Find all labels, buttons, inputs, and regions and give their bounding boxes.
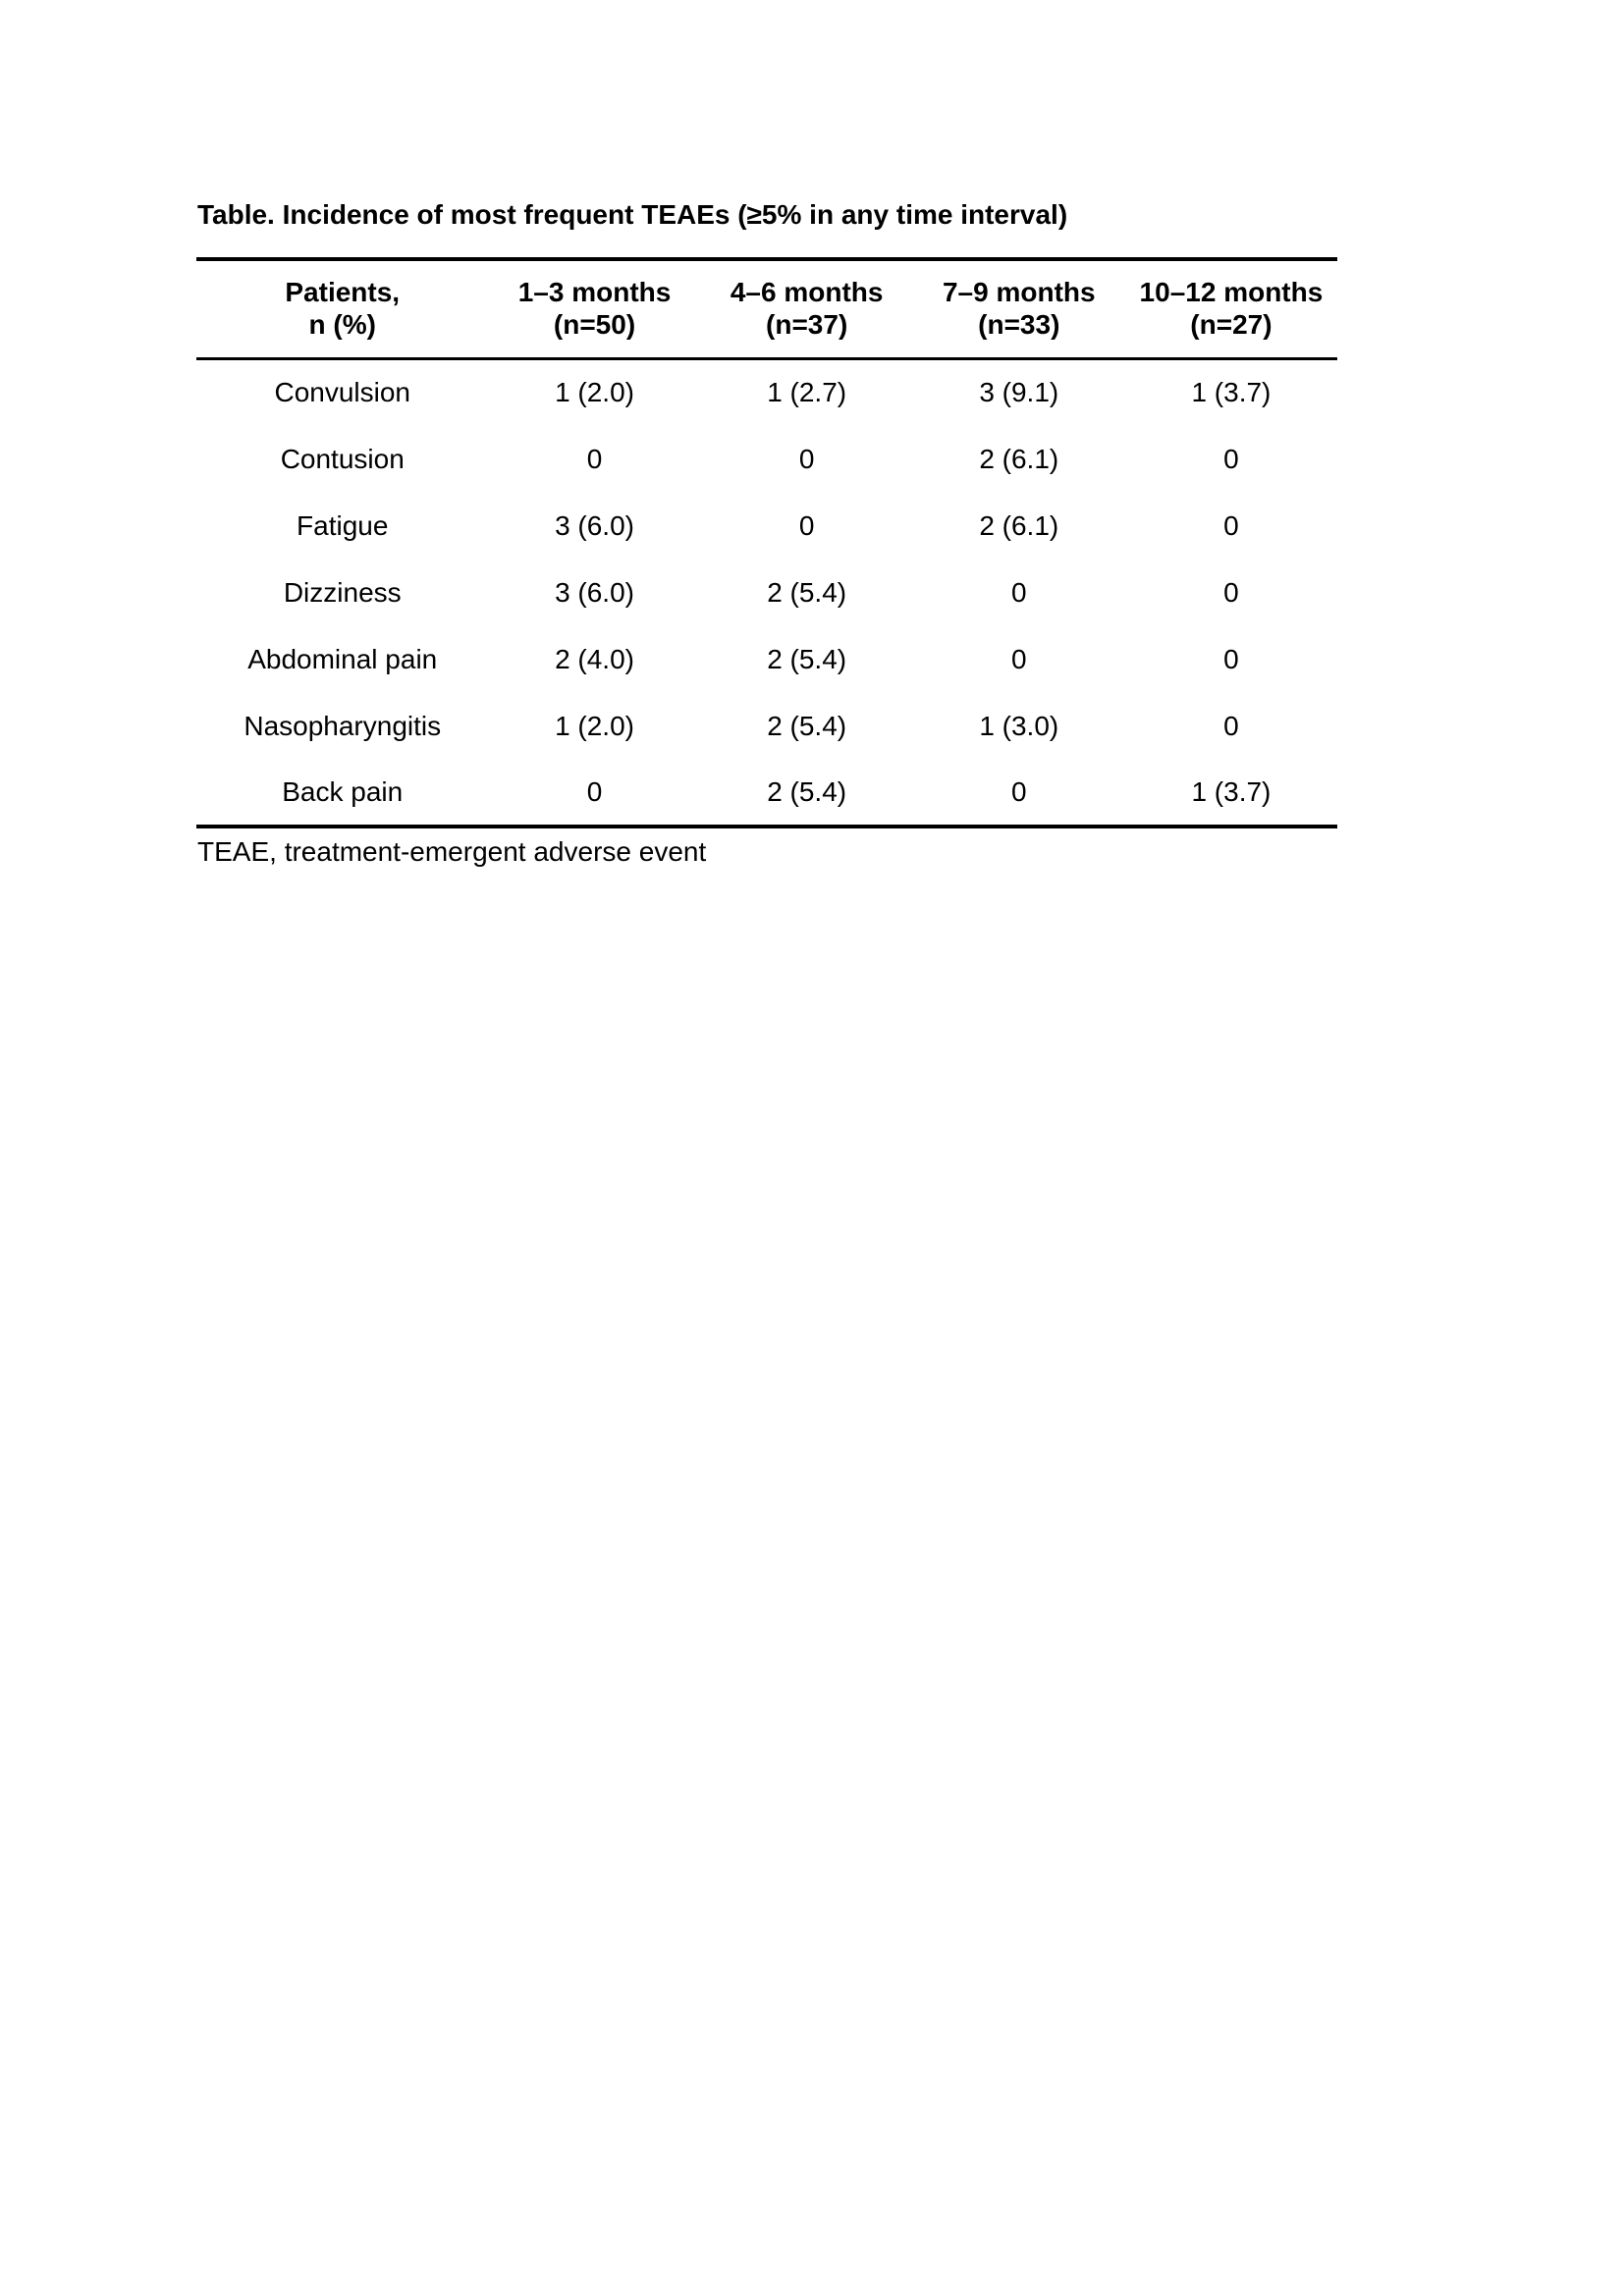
table-cell: 2 (4.0) <box>555 643 634 674</box>
table-cell: 0 <box>1223 576 1239 608</box>
column-header-1-3-months <box>488 259 700 359</box>
table-cell: 0 <box>1223 509 1239 541</box>
table-cell: 0 <box>798 509 815 541</box>
table-row-abdominal-pain <box>196 626 1337 693</box>
table-cell: 1 (2.7) <box>767 377 847 408</box>
table-row-nasopharyngitis <box>196 693 1337 760</box>
table-cell: 0 <box>798 443 815 474</box>
table-cell: 3 (6.0) <box>555 509 634 541</box>
row-label: Dizziness <box>283 576 402 608</box>
table-row-back-pain <box>196 760 1337 827</box>
header-row <box>196 259 1337 359</box>
table-row-convulsion <box>196 359 1337 426</box>
column-header-line2: (n=50) <box>553 309 636 340</box>
column-header-7-9-months <box>913 259 1125 359</box>
column-header-line1: 4–6 months <box>730 277 884 307</box>
column-header-line1: Patients, <box>285 277 401 307</box>
row-label: Abdominal pain <box>247 643 438 674</box>
row-label: Contusion <box>280 443 405 474</box>
row-label: Back pain <box>282 775 404 807</box>
table-cell: 0 <box>586 443 603 474</box>
table-cell: 2 (5.4) <box>767 775 847 807</box>
table-cell: 1 (3.7) <box>1191 377 1272 408</box>
table-cell: 1 (2.0) <box>555 710 634 741</box>
table-row-dizziness <box>196 560 1337 626</box>
row-label: Nasopharyngitis <box>244 710 442 741</box>
table-cell: 2 (5.4) <box>767 710 847 741</box>
table-cell: 1 (3.7) <box>1191 775 1272 807</box>
table-cell: 2 (6.1) <box>979 509 1059 541</box>
table-cell: 0 <box>1223 643 1239 674</box>
table-cell: 0 <box>1010 576 1027 608</box>
column-header-line1: 1–3 months <box>517 277 672 307</box>
table-cell: 0 <box>1223 443 1239 474</box>
column-header-line2: n (%) <box>308 309 376 340</box>
table-cell: 2 (5.4) <box>767 643 847 674</box>
column-header-line2: (n=37) <box>766 309 848 340</box>
table-cell: 3 (9.1) <box>979 377 1059 408</box>
table-cell: 1 (2.0) <box>555 377 634 408</box>
column-header-line2: (n=33) <box>978 309 1060 340</box>
table-cell: 3 (6.0) <box>555 576 634 608</box>
column-header-patients <box>196 259 488 359</box>
table-cell: 0 <box>1223 710 1239 741</box>
column-header-line1: 7–9 months <box>942 277 1096 307</box>
table-row-fatigue <box>196 493 1337 560</box>
table-cell: 0 <box>586 775 603 807</box>
table-cell: 2 (5.4) <box>767 576 847 608</box>
table-cell: 0 <box>1010 643 1027 674</box>
row-label: Convulsion <box>274 377 410 408</box>
table-row-contusion <box>196 426 1337 493</box>
column-header-line1: 10–12 months <box>1139 277 1324 307</box>
column-header-line2: (n=27) <box>1190 309 1272 340</box>
row-label: Fatigue <box>297 509 389 541</box>
column-header-4-6-months <box>701 259 913 359</box>
table-block <box>196 198 1337 869</box>
table-footnote: TEAE, treatment-emergent adverse event <box>197 835 707 867</box>
teae-table <box>196 257 1337 828</box>
table-cell: 1 (3.0) <box>979 710 1059 741</box>
table-title: Table. Incidence of most frequent TEAEs (≥5% in any time interval) <box>197 199 1068 230</box>
column-header-10-12-months <box>1125 259 1337 359</box>
table-cell: 0 <box>1010 775 1027 807</box>
table-cell: 2 (6.1) <box>979 443 1059 474</box>
